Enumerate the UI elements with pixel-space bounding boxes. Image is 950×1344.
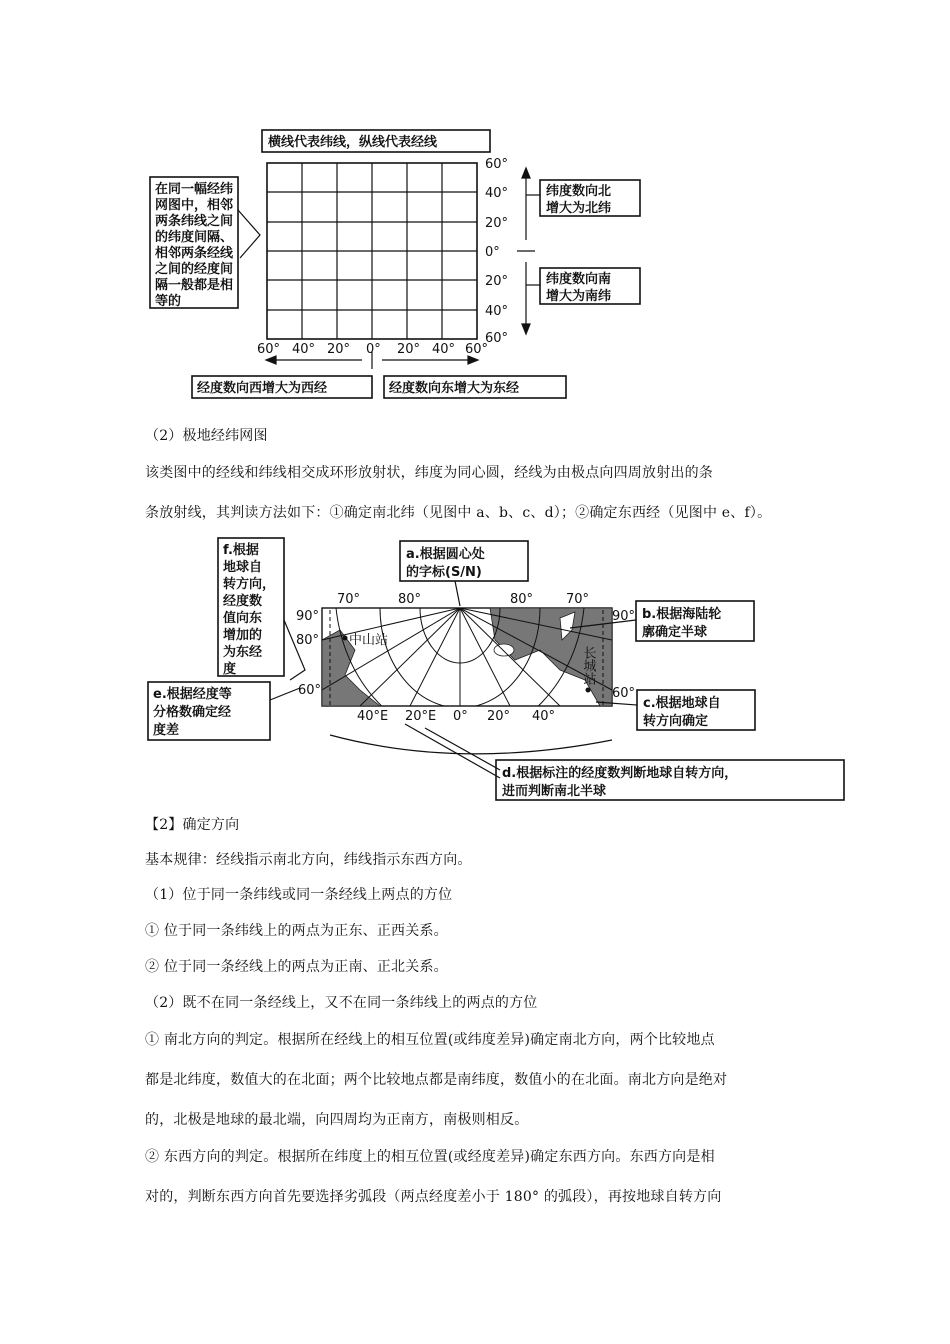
lon-label: 60° <box>257 342 281 357</box>
side-label: 90° <box>612 609 636 624</box>
polar-text-line: 该类图中的经线和纬线相交成环形放射状，纬度为同心圆，经线为由极点向四周放射出的条 <box>145 465 713 481</box>
note-b-line: b.根据海陆轮 <box>642 607 722 622</box>
note-e-line: 度差 <box>153 723 180 738</box>
direction-rule: 基本规律：经线指示南北方向，纬线指示东西方向。 <box>145 852 472 868</box>
station-changcheng-char: 长城站 <box>580 646 596 685</box>
ew-text-line: 对的，判断东西方向首先要选择劣弧段（两点经度差小于 180° 的弧段），再按地球自转方向 <box>145 1189 722 1205</box>
side-label: 80° <box>296 633 320 648</box>
left-note-line: 相邻两条经线 <box>155 246 234 261</box>
south-note-line: 增大为南纬 <box>546 289 612 304</box>
ns-text-line: 都是北纬度，数值大的在北面；两个比较地点都是南纬度，数值小的在北面。南北方向是绝对 <box>145 1072 728 1088</box>
side-label: 60° <box>612 686 636 701</box>
direction-item: ② 位于同一条经线上的两点为正南、正北关系。 <box>145 959 448 975</box>
note-f-line: f.根据 <box>223 543 259 558</box>
lon-label: 20° <box>327 342 351 357</box>
graticule-grid <box>267 163 477 339</box>
note-b-line: 廓确定半球 <box>642 625 708 640</box>
polar-text-line: 条放射线，其判读方法如下：①确定南北纬（见图中 a、b、c、d）；②确定东西经（见图中 e、f）。 <box>145 505 772 521</box>
direction-sub-heading: （2）既不在同一条经线上，又不在同一条纬线上的两点的方位 <box>145 995 538 1011</box>
figure1-title: 横线代表纬线，纵线代表经线 <box>268 135 438 150</box>
lon-label: 40° <box>432 342 456 357</box>
note-d-line: 进而判断南北半球 <box>502 784 607 799</box>
left-note-line: 网图中，相邻 <box>155 198 234 213</box>
note-f-line: 为东经 <box>223 645 263 660</box>
top-lat-label: 70° <box>337 592 361 607</box>
note-f-line: 值向东 <box>223 611 263 626</box>
lat-label: 20° <box>485 274 509 289</box>
north-note-line: 增大为北纬 <box>546 201 612 216</box>
top-lat-label: 80° <box>398 592 422 607</box>
left-note-line: 两条纬线之间 <box>155 214 234 229</box>
station-zhongshan: 中山站 <box>349 633 389 648</box>
bottom-lon-label: 0° <box>453 709 468 724</box>
lon-label: 0° <box>366 342 381 357</box>
left-note-line: 隔一般都是相 <box>155 278 234 293</box>
graticule-figure <box>0 0 950 420</box>
left-note-line: 等的 <box>155 294 182 309</box>
east-note: 经度数向东增大为东经 <box>389 381 520 396</box>
note-c-line: c.根据地球自 <box>643 696 721 711</box>
west-note: 经度数向西增大为西经 <box>197 381 328 396</box>
side-label: 60° <box>298 683 322 698</box>
top-lat-label: 80° <box>510 592 534 607</box>
lat-label: 60° <box>485 157 509 172</box>
direction-sub-heading: （1）位于同一条纬线或同一条经线上两点的方位 <box>145 887 453 903</box>
note-e-line: 分格数确定经 <box>153 705 232 720</box>
left-note-line: 在同一幅经纬 <box>155 182 234 197</box>
left-note-line: 之间的经度间 <box>155 262 234 277</box>
note-f-line: 地球自 <box>223 560 263 575</box>
north-note-line: 纬度数向北 <box>546 184 612 199</box>
note-f-line: 转方向， <box>223 577 276 592</box>
note-a-line: a.根据圆心处 <box>406 547 485 562</box>
top-lat-label: 70° <box>566 592 590 607</box>
note-e-line: e.根据经度等 <box>153 687 232 702</box>
polar-graticule-figure <box>0 530 950 805</box>
note-a-line: 的字标(S/N) <box>406 565 482 580</box>
side-label: 90° <box>296 609 320 624</box>
note-f-line: 经度数 <box>223 594 263 609</box>
direction-item: ① 位于同一条纬线上的两点为正东、正西关系。 <box>145 923 448 939</box>
bottom-lon-label: 40° <box>532 709 556 724</box>
left-note-line: 的纬度间隔、 <box>155 230 234 245</box>
south-note-line: 纬度数向南 <box>546 272 612 287</box>
note-d-line: d.根据标注的经度数判断地球自转方向， <box>502 766 738 781</box>
direction-heading: 【2】确定方向 <box>145 817 240 833</box>
lat-label: 40° <box>485 186 509 201</box>
polar-heading: （2）极地经纬网图 <box>145 428 268 444</box>
note-f-line: 度 <box>223 662 237 677</box>
bottom-lon-label: 20°E <box>405 709 437 724</box>
lat-label: 20° <box>485 216 509 231</box>
lat-label: 60° <box>485 331 509 346</box>
ns-text-line: ① 南北方向的判定。根据所在经线上的相互位置(或纬度差异)确定南北方向，两个比较地点 <box>145 1032 715 1048</box>
lon-label: 60° <box>465 342 489 357</box>
ns-text-line: 的，北极是地球的最北端，向四周均为正南方，南极则相反。 <box>145 1112 529 1128</box>
note-c-line: 转方向确定 <box>643 714 709 729</box>
lat-label: 40° <box>485 304 509 319</box>
lon-label: 20° <box>397 342 421 357</box>
bottom-lon-label: 40°E <box>357 709 389 724</box>
lon-label: 40° <box>292 342 316 357</box>
lat-label: 0° <box>485 245 500 260</box>
bottom-lon-label: 20° <box>487 709 511 724</box>
note-f-line: 增加的 <box>223 628 263 643</box>
station-changcheng <box>581 646 597 685</box>
ew-text-line: ② 东西方向的判定。根据所在纬度上的相互位置(或经度差异)确定东西方向。东西方向是相 <box>145 1149 715 1165</box>
